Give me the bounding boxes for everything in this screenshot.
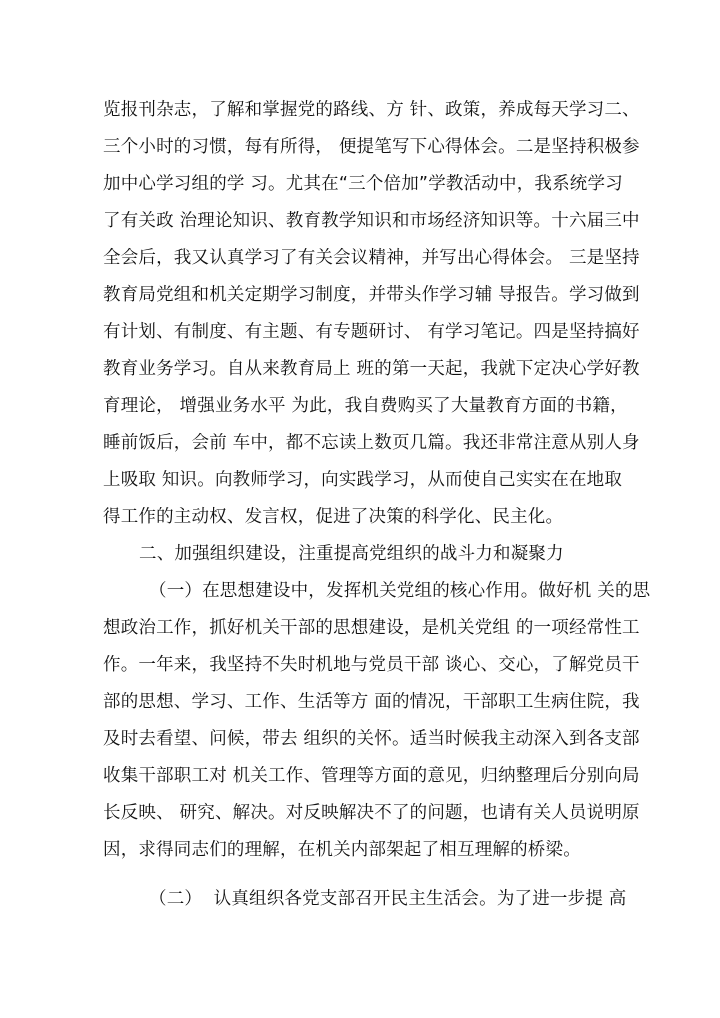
body-text-line: 睡前饭后，会前 车中，都不忘读上数页几篇。我还非常注意从别人身: [103, 433, 640, 453]
body-text-line: 教育业务学习。自从来教育局上 班的第一天起，我就下定决心学好教: [103, 359, 640, 379]
body-text-line: 想政治工作，抓好机关干部的思想建设，是机关党组 的一项经常性工: [103, 618, 640, 638]
body-text-line: 加中心学习组的学 习。尤其在“三个倍加”学教活动中，我系统学习: [103, 174, 623, 194]
body-text-line: 育理论， 增强业务水平 为此，我自费购买了大量教育方面的书籍，: [103, 396, 628, 416]
subsection-heading-line: （二） 认真组织各党支部召开民主生活会。为了进一步提 高: [149, 889, 627, 909]
body-text-line: 作。一年来，我坚持不失时机地与党员干部 谈心、交心，了解党员干: [103, 655, 640, 675]
body-text-line: 部的思想、学习、工作、生活等方 面的情况，干部职工生病住院，我: [103, 692, 640, 712]
body-text-line: 有计划、有制度、有主题、有专题研讨、 有学习笔记。四是坚持搞好: [103, 322, 640, 342]
body-text-line: 因，求得同志们的理解，在机关内部架起了相互理解的桥梁。: [103, 840, 581, 860]
subsection-heading-line: （一）在思想建设中，发挥机关党组的核心作用。做好机 关的思: [149, 581, 651, 601]
body-text-line: 收集干部职工对 机关工作、管理等方面的意见，归纳整理后分别向局: [103, 766, 640, 786]
body-text-line: 教育局党组和机关定期学习制度，并带头作学习辅 导报告。学习做到: [103, 285, 640, 305]
body-text-line: 全会后，我又认真学习了有关会议精神，并写出心得体会。 三是坚持: [103, 248, 640, 268]
body-text-line: 得工作的主动权、发言权，促进了决策的科学化、民主化。: [103, 507, 564, 527]
body-text-line: 览报刊杂志，了解和掌握党的路线、方 针、政策，养成每天学习二、: [103, 100, 640, 120]
body-text-line: 及时去看望、问候，带去 组织的关怀。适当时候我主动深入到各支部: [103, 729, 640, 749]
body-text-line: 三个小时的习惯，每有所得， 便提笔写下心得体会。二是坚持积极参: [103, 137, 640, 157]
body-text-line: 了有关政 治理论知识、教育教学知识和市场经济知识等。十六届三中: [103, 211, 640, 231]
body-text-line: 长反映、 研究、解决。对反映解决不了的问题，也请有关人员说明原: [103, 803, 640, 823]
body-text-line: 上吸取 知识。向教师学习，向实践学习，从而使自己实实在在地取: [103, 470, 623, 490]
section-heading: 二、加强组织建设，注重提高党组织的战斗力和凝聚力: [139, 544, 564, 564]
